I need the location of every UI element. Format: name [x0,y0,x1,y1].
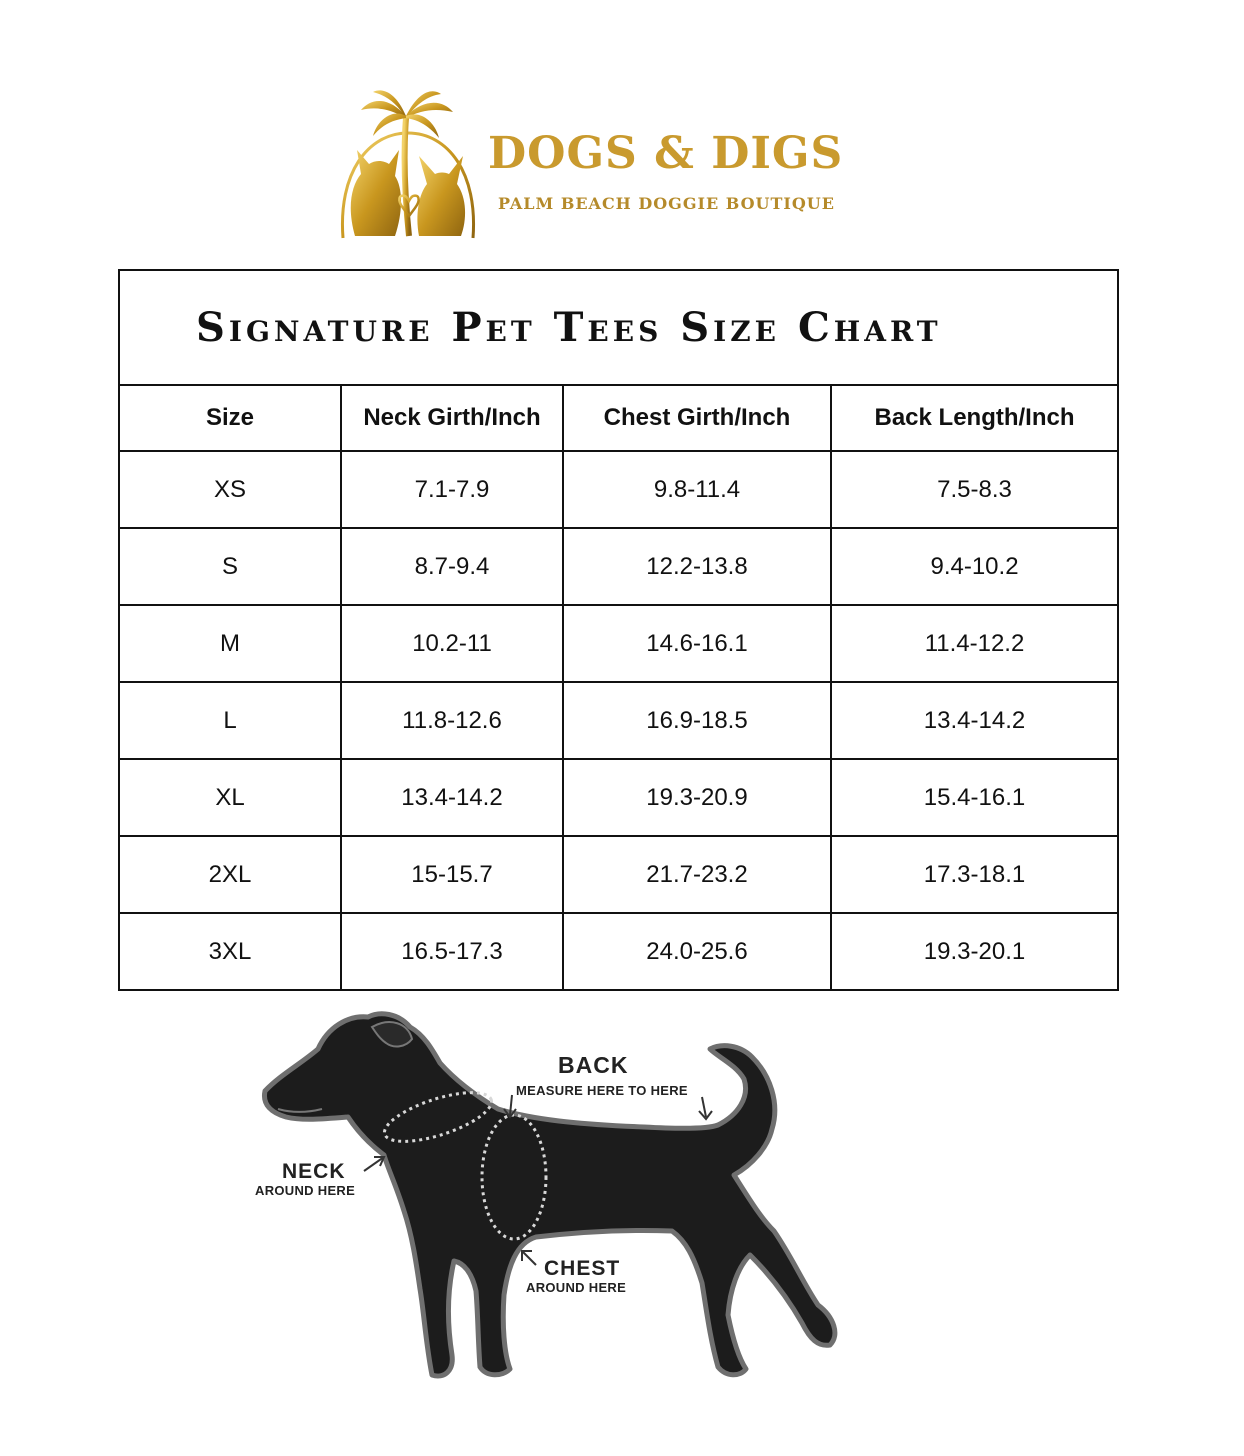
cell-back: 9.4-10.2 [831,528,1118,605]
chest-note: AROUND HERE [526,1280,627,1295]
cell-size: S [119,528,341,605]
header-size: Size [119,385,341,451]
cell-back: 17.3-18.1 [831,836,1118,913]
table-row [119,836,1118,913]
cell-neck: 7.1-7.9 [341,451,563,528]
cell-neck: 8.7-9.4 [341,528,563,605]
cell-neck: 11.8-12.6 [341,682,563,759]
cell-neck: 13.4-14.2 [341,759,563,836]
cell-chest: 24.0-25.6 [563,913,831,990]
cell-back: 11.4-12.2 [831,605,1118,682]
cell-chest: 19.3-20.9 [563,759,831,836]
size-chart-table [118,269,1119,991]
cell-size: XL [119,759,341,836]
dog-silhouette-icon [240,1005,860,1400]
cell-neck: 15-15.7 [341,836,563,913]
cell-size: M [119,605,341,682]
cell-chest: 9.8-11.4 [563,451,831,528]
header-neck-girth: Neck Girth/Inch [341,385,563,451]
brand-logo [333,88,873,248]
cell-size: XS [119,451,341,528]
neck-note: AROUND HERE [255,1183,356,1198]
cell-back: 13.4-14.2 [831,682,1118,759]
table-row [119,682,1118,759]
table-row [119,759,1118,836]
table-title: Signature Pet Tees Size Chart [119,270,1118,385]
cell-size: 2XL [119,836,341,913]
table-row [119,528,1118,605]
header-chest-girth: Chest Girth/Inch [563,385,831,451]
brand-name: DOGS & DIGS [488,128,844,179]
cell-chest: 14.6-16.1 [563,605,831,682]
table-row [119,605,1118,682]
back-label: BACK [558,1052,629,1078]
cell-size: 3XL [119,913,341,990]
cell-neck: 10.2-11 [341,605,563,682]
cell-size: L [119,682,341,759]
cell-back: 19.3-20.1 [831,913,1118,990]
table-row [119,451,1118,528]
table-row [119,913,1118,990]
cell-neck: 16.5-17.3 [341,913,563,990]
header-back-length: Back Length/Inch [831,385,1118,451]
header-row [119,385,1118,451]
dog-measurement-diagram [240,1005,860,1400]
neck-label: NECK [282,1160,346,1183]
palm-tree-dogs-emblem-icon [333,88,483,240]
cell-back: 15.4-16.1 [831,759,1118,836]
brand-tagline: PALM BEACH DOGGIE BOUTIQUE [498,194,835,213]
cell-back: 7.5-8.3 [831,451,1118,528]
cell-chest: 16.9-18.5 [563,682,831,759]
back-note: MEASURE HERE TO HERE [516,1083,688,1098]
cell-chest: 21.7-23.2 [563,836,831,913]
chest-label: CHEST [544,1257,621,1280]
cell-chest: 12.2-13.8 [563,528,831,605]
